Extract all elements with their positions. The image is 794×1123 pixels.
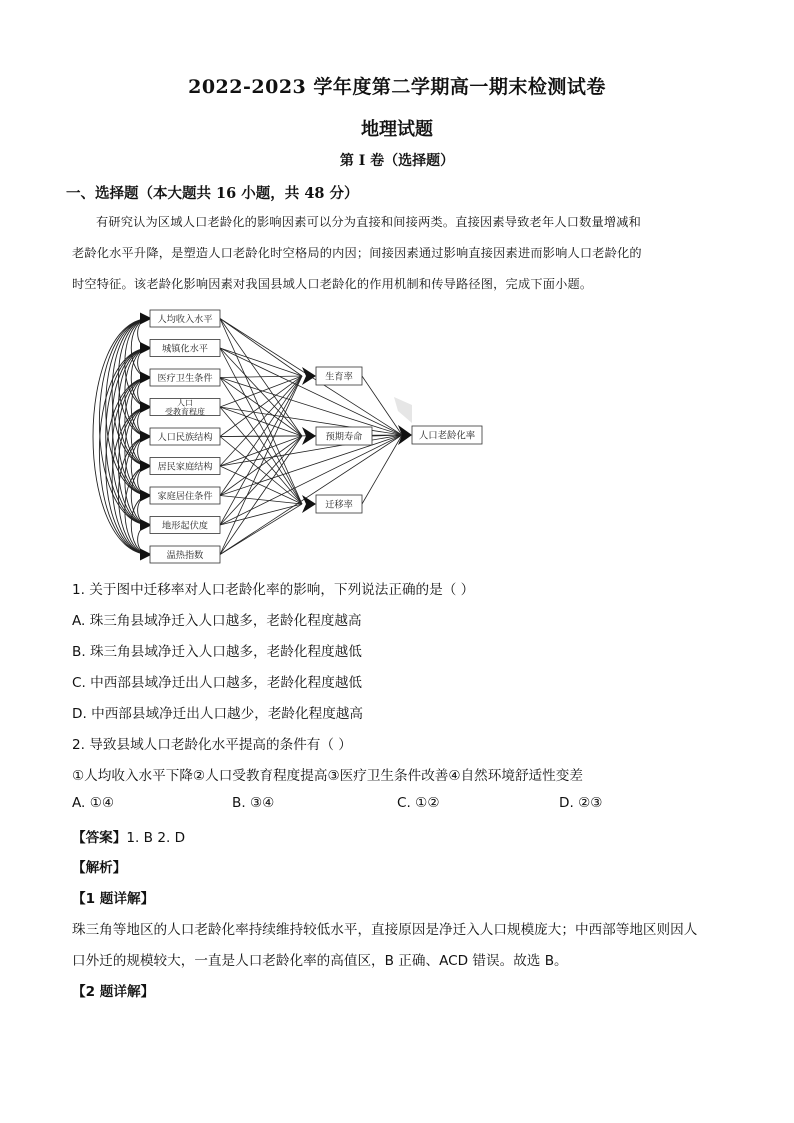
q2-detail-tag: 【2 题详解】 xyxy=(72,984,155,1000)
q1-stem: 1. 关于图中迁移率对人口老龄化率的影响，下列说法正确的是（ ） xyxy=(72,582,475,598)
intro-paragraph xyxy=(72,207,722,300)
path-line xyxy=(220,504,302,525)
factor-label: 温热指数 xyxy=(166,550,204,561)
q1-detail-line-2: 口外迁的规模较大，一直是人口老龄化率的高值区，B 正确、ACD 错误。故选 B。 xyxy=(72,953,568,969)
path-line xyxy=(220,348,402,435)
answer-line xyxy=(72,826,185,846)
q1-option-b: B. 珠三角县域净迁入人口越多，老龄化程度越低 xyxy=(72,644,362,660)
section-heading: 一、选择题（本大题共 16 小题，共 48 分） xyxy=(66,185,359,202)
outcome-label: 人口老龄化率 xyxy=(418,430,476,442)
watermark xyxy=(394,397,412,423)
path-line xyxy=(220,378,402,436)
mediator-label: 迁移率 xyxy=(325,499,353,511)
path-line xyxy=(220,437,302,505)
factor-boxes xyxy=(150,310,482,563)
path-line xyxy=(362,376,402,435)
factor-label: 居民家庭结构 xyxy=(157,461,213,473)
factor-label: 医疗卫生条件 xyxy=(157,373,213,384)
factor-label: 地形起伏度 xyxy=(162,520,208,532)
q2-option-b: B. ③④ xyxy=(232,795,275,811)
path-line xyxy=(220,436,302,555)
path-line xyxy=(220,407,402,435)
q2-option-a: A. ①④ xyxy=(72,795,115,811)
answer-tag: 【答案】 xyxy=(72,830,127,846)
factor-label: 人均收入水平 xyxy=(157,314,213,325)
factor-label: 人口民族结构 xyxy=(157,432,213,443)
intro-line-2: 老龄化水平升降，是塑造人口老龄化时空格局的内因；间接因素通过影响直接因素进而影响人口老龄化的 xyxy=(72,246,642,260)
exam-title: 2022-2023 学年度第二学期高一期末检测试卷 xyxy=(188,76,606,98)
path-line xyxy=(220,435,402,525)
q2-items: ①人均收入水平下降②人口受教育程度提高③医疗卫生条件改善④自然环境舒适性变差 xyxy=(72,768,583,784)
q2-option-d: D. ②③ xyxy=(559,795,603,811)
q1-option-c: C. 中西部县域净迁出人口越多，老龄化程度越低 xyxy=(72,675,363,691)
intro-line-1: 有研究认为区域人口老龄化的影响因素可以分为直接和间接两类。直接因素导致老年人口数量增减和 xyxy=(96,215,642,229)
q2-stem: 2. 导致县域人口老龄化水平提高的条件有（ ） xyxy=(72,737,352,753)
arrowhead xyxy=(302,367,316,385)
path-line xyxy=(220,348,302,436)
subject-title: 地理试题 xyxy=(361,119,433,140)
path-line xyxy=(220,435,402,496)
q1-detail-tag: 【1 题详解】 xyxy=(72,891,155,907)
q1-option-a: A. 珠三角县域净迁入人口越多，老龄化程度越高 xyxy=(72,613,362,629)
volume-title: 第 I 卷（选择题） xyxy=(339,153,455,169)
answer-text: 1. B 2. D xyxy=(126,830,186,846)
factor-label: 城镇化水平 xyxy=(162,343,208,355)
factor-label: 人口 xyxy=(177,398,193,408)
mediator-label: 生育率 xyxy=(325,371,353,383)
mediator-label: 预期寿命 xyxy=(325,431,363,443)
analysis-block xyxy=(72,853,722,1008)
arrowhead xyxy=(302,495,316,513)
factor-label: 受教育程度 xyxy=(165,407,205,417)
q1-detail-line-1: 珠三角等地区的人口老龄化率持续维持较低水平，直接原因是净迁入人口规模庞大；中西部等地区则因人 xyxy=(72,922,698,938)
q1-option-d: D. 中西部县域净迁出人口越少，老龄化程度越高 xyxy=(72,706,363,722)
q2-option-c: C. ①② xyxy=(397,795,440,811)
factor-label: 家庭居住条件 xyxy=(157,491,213,502)
intro-line-3: 时空特征。该老龄化影响因素对我国县域人口老龄化的作用机制和传导路径图，完成下面小题。 xyxy=(72,277,593,291)
analysis-tag: 【解析】 xyxy=(72,860,127,876)
aging-factor-diagram xyxy=(72,305,492,570)
